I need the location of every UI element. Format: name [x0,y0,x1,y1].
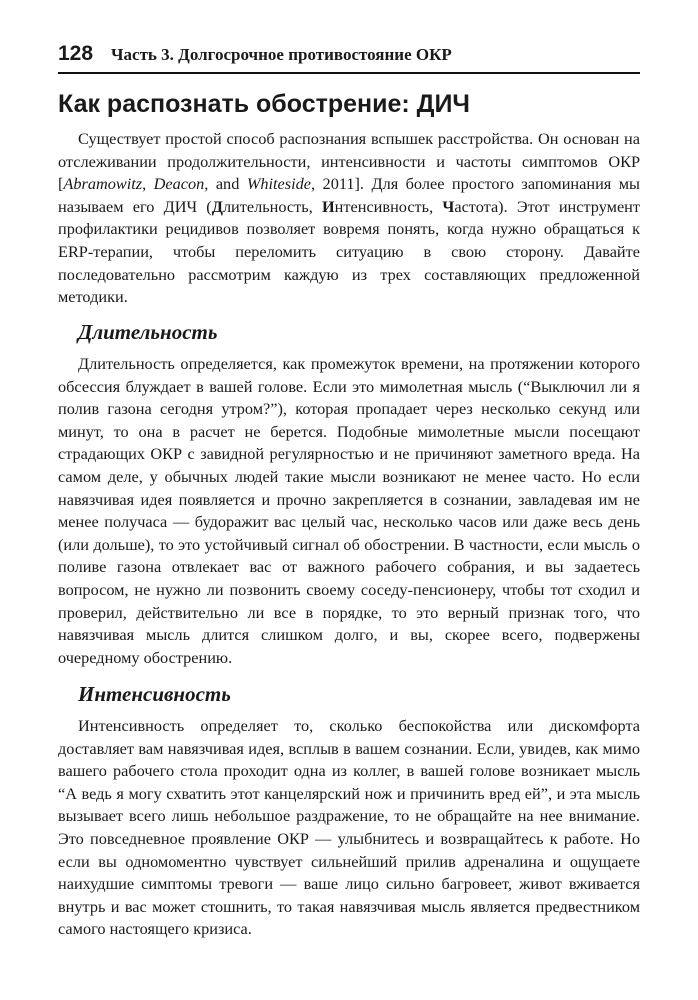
acronym-letter: Ч [442,196,455,216]
intro-text: нтенсивность, [334,196,443,216]
page-number: 128 [58,42,94,65]
paragraph-duration: Длительность определяется, как промежуток времени, на протяжении которого обсессия блуждает в вашей голове. Если это мимолетная мысль (“Выключил ли я полив газона сегодня утром?”), которая пропадает через несколько секунд или минут, то она в расчет не берется. Подобные мимолетные мысли посещают страдающих ОКР с завидной регулярностью и не причиняют заметного вреда. На самом деле, у обычных людей такие мысли возникают не менее часто. Но если навязчивая идея появляется и прочно закрепляется в сознании, завладевая им не менее получаса — будоражит вас целый час, несколько часов или даже весь день (или дольше), то это устойчивый сигнал об обострении. В частности, если мысль о поливе газона отвлекает вас от важного рабочего собрания, и вы задаетесь вопросом, не нужно ли позвонить своему соседу-пенсионеру, чтобы тот сходил и проверил, действительно ли все в порядке, то это верный признак того, что навязчивая мысль длится слишком долго, и вы, скорее всего, подвержены очередному обострению. [58,354,640,667]
citation-author: Abramowitz [63,174,143,194]
subsection-title-duration: Длительность [78,320,218,344]
intro-text: , 2011]. Для более простого запоминания мы называем его ДИЧ ( [58,174,640,216]
intro-text: and [208,174,247,194]
paragraph-intensity: Интенсивность определяет то, сколько беспокойства или дискомфорта доставляет вам навязчивая идея, всплыв в вашем сознании. Если, увидев, как мимо вашего рабочего стола проходит одна из коллег, в вашей голове возникает мысль “А ведь я могу схватить этот канцелярский нож и причинить вред ей”, и эта мысль вызывает всего лишь небольшое раздражение, то не обращайте на нее внимание. Это повседневное проявление ОКР — улыбнитесь и возвращайтесь к работе. Но если вы одномоментно чувствует сильнейший прилив адреналина и ощущаете наихудшие симптомы тревоги — ваше лицо сильно багровеет, живот вживается внутрь и вас может стошнить, то такая навязчивая мысль является предвестником самого настоящего кризиса. [58,716,640,939]
citation-author: Deacon, [153,174,209,194]
subsection-title-intensity: Интенсивность [78,682,231,706]
intro-text: лительность, [222,196,322,216]
chapter-title: Часть 3. Долгосрочное противостояние ОКР [111,45,452,64]
section-title: Как распознать обострение: ДИЧ [58,90,470,118]
acronym-letter: Д [211,196,223,216]
running-header [58,42,640,74]
intro-text: астота). Этот инструмент профилактики рецидивов позволяет вовремя понять, когда нужно обращаться к ERP-терапии, чтобы переломить ситуацию в свою сторону. Давайте последовательно рассмотрим каждую из трех составляющих предложенной методики. [58,196,640,307]
intro-text: , [142,174,154,194]
citation-author: Whiteside [246,174,312,194]
acronym-letter: И [322,196,335,216]
intro-text: Существует простой способ распознания вспышек расстройства. Он основан на отслеживании продолжительности, интенсивности и частоты симптомов ОКР [ [58,129,640,194]
intro-paragraph [58,128,640,309]
